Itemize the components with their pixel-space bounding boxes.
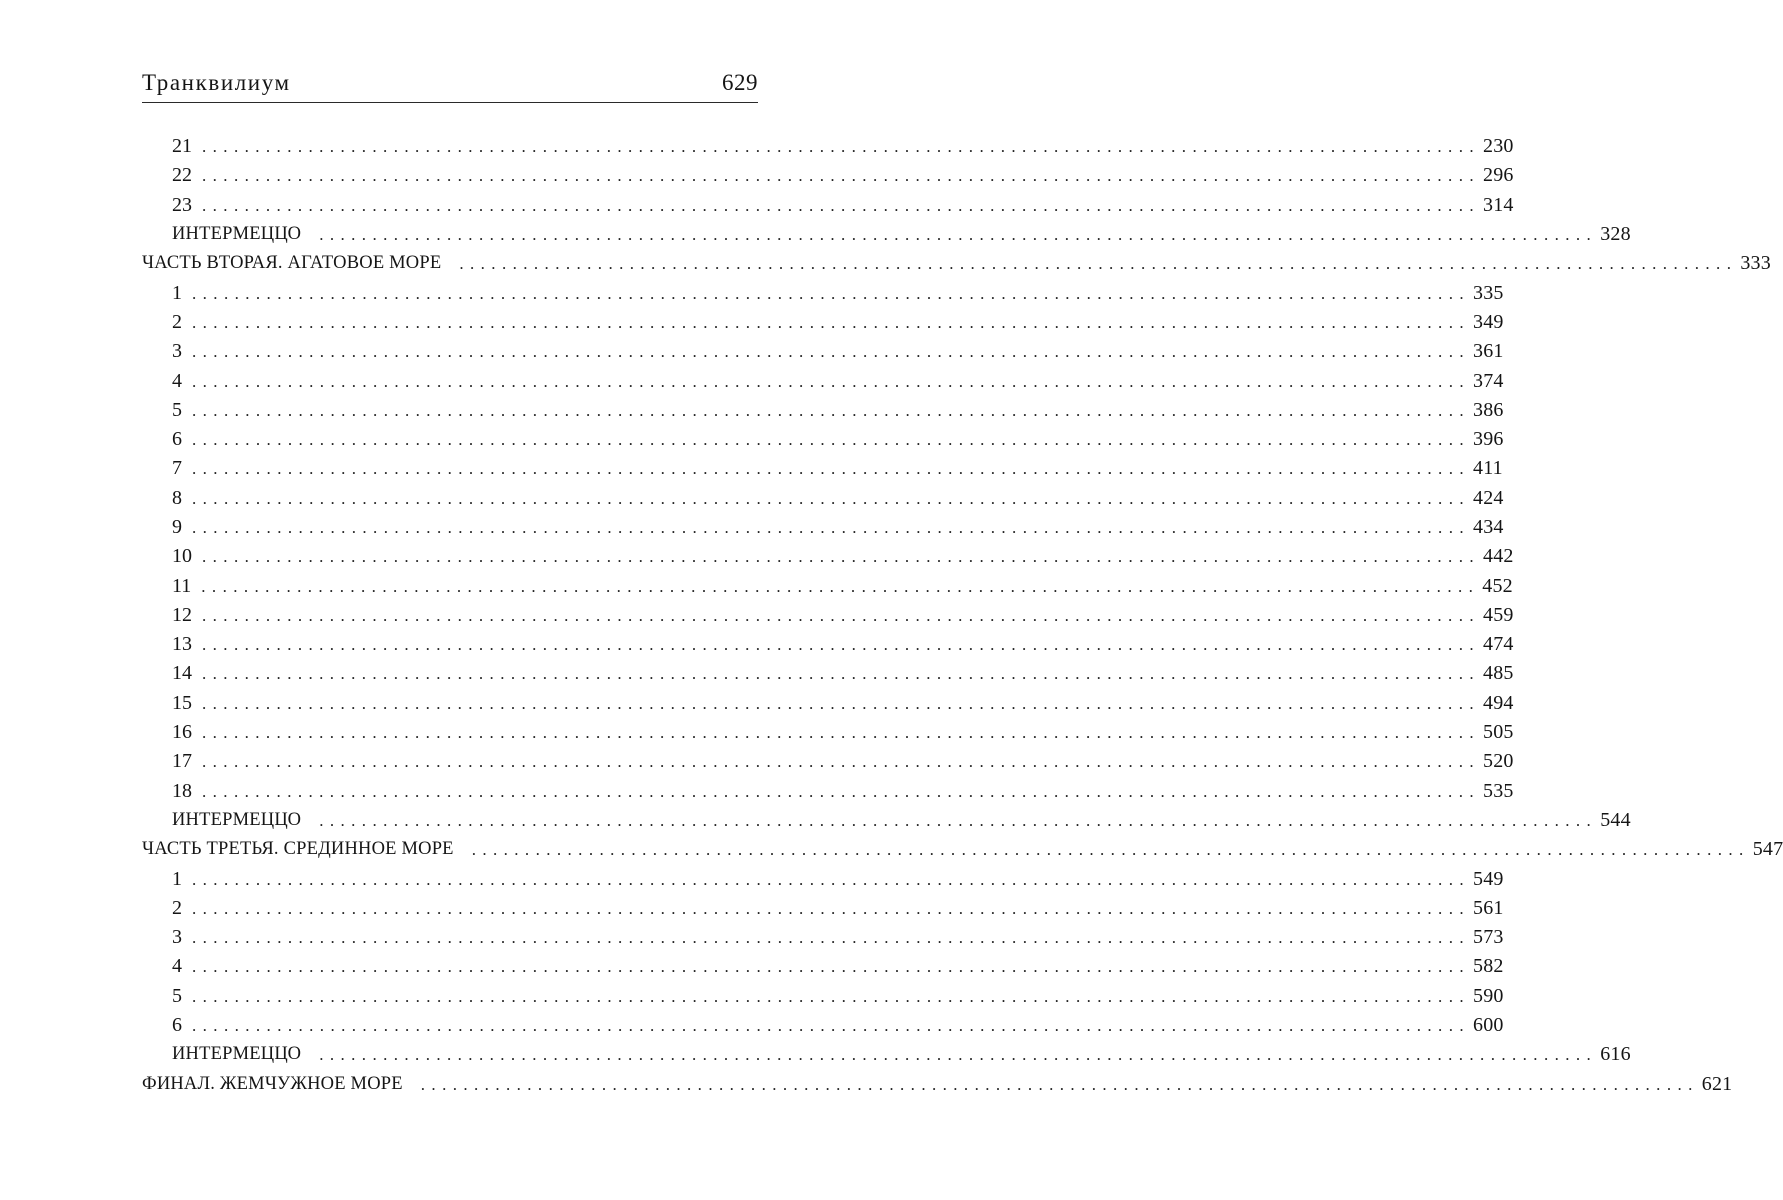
dot-leader: ........................................................................................................................ bbox=[420, 1074, 1699, 1094]
dot-leader: ........................................................................................................................ bbox=[202, 723, 1480, 743]
toc-entry-title: 23 bbox=[172, 193, 192, 216]
toc-entry-title: 17 bbox=[172, 750, 192, 773]
toc-entry bbox=[142, 689, 1514, 718]
toc-entry-title: 7 bbox=[172, 457, 182, 480]
dot-leader: ........................................................................................................................ bbox=[202, 664, 1480, 684]
toc-entry-page: 333 bbox=[1740, 252, 1771, 275]
toc-entry-title: ЧАСТЬ ТРЕТЬЯ. СРЕДИННОЕ МОРЕ bbox=[142, 839, 454, 860]
toc-entry-title: 10 bbox=[172, 545, 192, 568]
toc-entry-title: 4 bbox=[172, 955, 182, 978]
page-number: 629 bbox=[722, 70, 758, 95]
toc-entry-page: 328 bbox=[1600, 223, 1631, 246]
toc-entry bbox=[142, 161, 1514, 190]
toc-entry-page: 442 bbox=[1483, 545, 1514, 568]
toc-entry-page: 621 bbox=[1701, 1072, 1733, 1095]
toc-entry-title: 1 bbox=[172, 867, 182, 890]
dot-leader: ........................................................................................................................ bbox=[192, 400, 1470, 420]
toc-entry-title: 8 bbox=[172, 486, 182, 509]
dot-leader: ........................................................................................................................ bbox=[192, 869, 1470, 889]
dot-leader: ........................................................................................................................ bbox=[192, 1016, 1470, 1036]
toc-entry bbox=[142, 718, 1514, 747]
dot-leader: ........................................................................................................................ bbox=[202, 781, 1480, 801]
toc-entry-page: 520 bbox=[1483, 750, 1514, 773]
toc-entry-page: 386 bbox=[1473, 398, 1504, 421]
toc-entry-page: 544 bbox=[1600, 808, 1631, 831]
toc-entry-page: 573 bbox=[1473, 926, 1504, 949]
toc-entry-page: 474 bbox=[1483, 633, 1514, 656]
toc-entry bbox=[142, 806, 1631, 835]
toc-entry bbox=[142, 396, 1504, 425]
toc-entry-page: 361 bbox=[1473, 340, 1504, 363]
dot-leader: ........................................................................................................................ bbox=[202, 137, 1480, 157]
dot-leader: ........................................................................................................................ bbox=[319, 225, 1598, 245]
toc-entry-page: 561 bbox=[1473, 896, 1504, 919]
toc-entry-page: 396 bbox=[1473, 428, 1504, 451]
toc-entry-page: 349 bbox=[1473, 310, 1504, 333]
toc-entry-title: ИНТЕРМЕЦЦО bbox=[172, 1044, 302, 1065]
dot-leader: ........................................................................................................................ bbox=[192, 283, 1470, 303]
toc-entry-page: 296 bbox=[1483, 164, 1514, 187]
toc-entry-title: 3 bbox=[172, 340, 182, 363]
toc-entry bbox=[142, 630, 1514, 659]
toc-entry bbox=[142, 982, 1504, 1011]
toc-entry-title: ИНТЕРМЕЦЦО bbox=[172, 224, 302, 245]
toc-entry-page: 374 bbox=[1473, 369, 1504, 392]
toc-entry bbox=[142, 484, 1504, 513]
toc-entry bbox=[142, 308, 1504, 337]
toc-entry-page: 424 bbox=[1473, 486, 1504, 509]
toc-entry bbox=[142, 747, 1514, 776]
toc-entry-title: 11 bbox=[172, 574, 192, 597]
toc-entry bbox=[142, 220, 1631, 249]
toc-entry-page: 616 bbox=[1600, 1043, 1631, 1066]
toc-entry bbox=[142, 894, 1504, 923]
toc-entry-title: 3 bbox=[172, 926, 182, 949]
toc-entry-page: 547 bbox=[1752, 838, 1783, 861]
toc-entry bbox=[142, 337, 1504, 366]
toc-entry-title: 22 bbox=[172, 164, 192, 187]
toc-entry-page: 434 bbox=[1473, 516, 1504, 538]
running-title: Транквилиум bbox=[142, 70, 291, 95]
toc-entry-title: 5 bbox=[172, 398, 182, 421]
toc-entry-title: 21 bbox=[172, 135, 192, 158]
toc-entry-page: 600 bbox=[1473, 1014, 1504, 1037]
toc-entry-title: 5 bbox=[172, 984, 182, 1007]
toc-entry-title: ЧАСТЬ ВТОРАЯ. АГАТОВОЕ МОРЕ bbox=[142, 253, 442, 274]
toc-entry-page: 411 bbox=[1473, 457, 1503, 480]
toc-entry-page: 314 bbox=[1483, 193, 1514, 216]
toc-entry bbox=[142, 249, 1771, 278]
toc-entry bbox=[142, 542, 1514, 571]
dot-leader: ........................................................................................................................ bbox=[201, 576, 1480, 596]
toc-entry-title: ИНТЕРМЕЦЦО bbox=[172, 809, 302, 830]
toc-entry bbox=[142, 366, 1504, 395]
toc-entry-page: 494 bbox=[1483, 691, 1514, 714]
toc-entry bbox=[142, 571, 1513, 600]
toc-entry-page: 582 bbox=[1473, 955, 1504, 978]
toc-entry-page: 335 bbox=[1473, 281, 1504, 304]
toc-entry-title: 12 bbox=[172, 603, 192, 626]
dot-leader: ........................................................................................................................ bbox=[202, 547, 1480, 567]
dot-leader: ........................................................................................................................ bbox=[192, 898, 1470, 918]
dot-leader: ........................................................................................................................ bbox=[192, 957, 1470, 977]
dot-leader: ........................................................................................................................ bbox=[192, 518, 1470, 537]
toc-entry-page: 459 bbox=[1483, 603, 1514, 626]
toc-entry-page: 590 bbox=[1473, 984, 1504, 1007]
toc-entry-title: 16 bbox=[172, 721, 192, 744]
toc-entry-title: 6 bbox=[172, 1014, 182, 1037]
dot-leader: ........................................................................................................................ bbox=[471, 840, 1750, 860]
dot-leader: ........................................................................................................................ bbox=[202, 605, 1480, 625]
toc-entry bbox=[142, 425, 1504, 454]
toc-entry bbox=[142, 777, 1514, 806]
dot-leader: ........................................................................................................................ bbox=[192, 986, 1470, 1006]
toc-entry-title: 9 bbox=[172, 516, 182, 538]
toc-entry-page: 230 bbox=[1483, 135, 1514, 158]
toc-entry-title: 18 bbox=[172, 779, 192, 802]
dot-leader: ........................................................................................................................ bbox=[192, 371, 1470, 391]
dot-leader: ........................................................................................................................ bbox=[192, 312, 1470, 332]
dot-leader: ........................................................................................................................ bbox=[202, 693, 1480, 713]
toc-entry-title: 1 bbox=[172, 281, 182, 304]
dot-leader: ........................................................................................................................ bbox=[202, 752, 1480, 772]
toc-entry bbox=[142, 952, 1504, 981]
toc-entry bbox=[142, 278, 1504, 307]
toc-entry-title: ФИНАЛ. ЖЕМЧУЖНОЕ МОРЕ bbox=[142, 1073, 403, 1094]
toc-entry bbox=[142, 513, 1504, 542]
toc-entry bbox=[142, 1011, 1504, 1040]
dot-leader: ........................................................................................................................ bbox=[202, 166, 1480, 186]
toc-entry-page: 549 bbox=[1473, 867, 1504, 890]
toc-entry-title: 6 bbox=[172, 428, 182, 451]
dot-leader: ........................................................................................................................ bbox=[319, 1045, 1598, 1065]
dot-leader: ........................................................................................................................ bbox=[192, 459, 1470, 479]
toc-entry bbox=[142, 1040, 1631, 1069]
table-of-contents bbox=[142, 132, 1783, 1099]
toc-entry-title: 15 bbox=[172, 691, 192, 714]
toc-entry bbox=[142, 1070, 1733, 1099]
toc-entry-title: 2 bbox=[172, 896, 182, 919]
toc-entry bbox=[142, 835, 1783, 864]
toc-entry-title: 13 bbox=[172, 633, 192, 656]
toc-entry bbox=[142, 454, 1503, 483]
toc-entry bbox=[142, 132, 1514, 161]
toc-entry-title: 14 bbox=[172, 662, 192, 685]
toc-entry bbox=[142, 191, 1514, 220]
dot-leader: ........................................................................................................................ bbox=[192, 430, 1470, 450]
toc-entry bbox=[142, 601, 1514, 630]
dot-leader: ........................................................................................................................ bbox=[202, 195, 1480, 215]
toc-entry bbox=[142, 923, 1504, 952]
dot-leader: ........................................................................................................................ bbox=[202, 635, 1480, 655]
toc-entry-title: 2 bbox=[172, 310, 182, 333]
running-head bbox=[142, 68, 758, 103]
toc-entry bbox=[142, 864, 1504, 893]
toc-entry bbox=[142, 659, 1514, 688]
dot-leader: ........................................................................................................................ bbox=[192, 928, 1470, 948]
toc-entry-page: 452 bbox=[1482, 574, 1513, 597]
toc-entry-title: 4 bbox=[172, 369, 182, 392]
toc-entry-page: 485 bbox=[1483, 662, 1514, 685]
toc-entry-page: 505 bbox=[1483, 721, 1514, 744]
toc-entry-page: 535 bbox=[1483, 779, 1514, 802]
dot-leader: ........................................................................................................................ bbox=[192, 488, 1470, 508]
dot-leader: ........................................................................................................................ bbox=[319, 810, 1598, 830]
dot-leader: ........................................................................................................................ bbox=[192, 342, 1470, 362]
dot-leader: ........................................................................................................................ bbox=[459, 254, 1738, 274]
